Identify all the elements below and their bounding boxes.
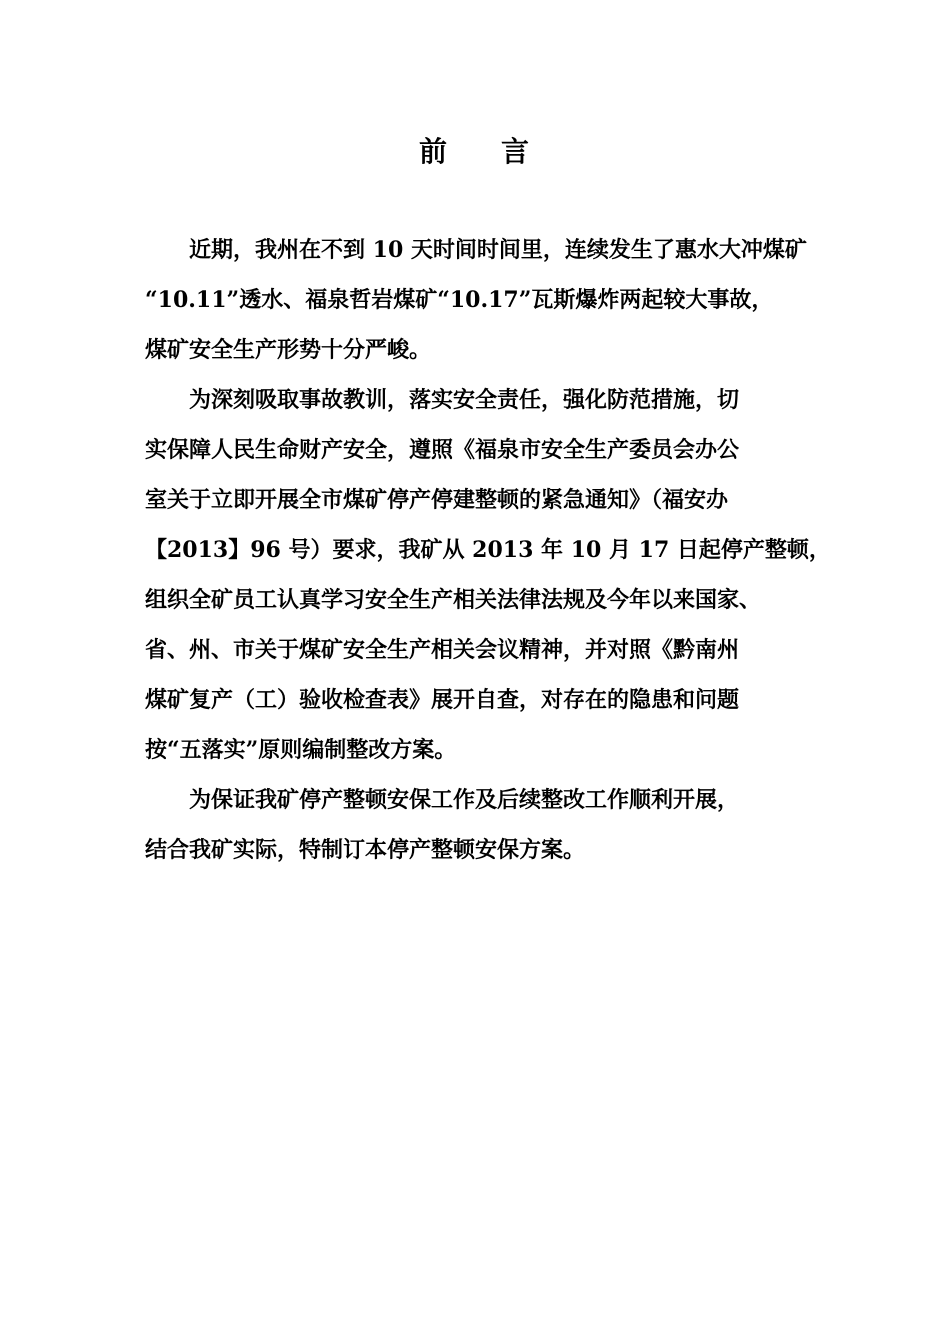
paragraph-2 xyxy=(145,375,831,775)
paragraph-line: 按“五落实”原则编制整改方案。 xyxy=(145,737,457,763)
paragraph-line: 煤矿复产（工）验收检查表》展开自查，对存在的隐患和问题 xyxy=(145,687,740,713)
page-title xyxy=(0,130,950,170)
paragraph-line: 结合我矿实际，特制订本停产整顿安保方案。 xyxy=(145,837,586,863)
paragraph-line: 省、州、市关于煤矿安全生产相关会议精神，并对照《黔南州 xyxy=(145,637,740,663)
paragraph-line: 室关于立即开展全市煤矿停产停建整顿的紧急通知》（福安办 xyxy=(145,487,729,513)
paragraph-1 xyxy=(145,225,825,375)
paragraph-line: 实保障人民生命财产安全，遵照《福泉市安全生产委员会办公 xyxy=(145,437,740,463)
title-char-right: 言 xyxy=(501,135,532,168)
paragraph-line: 组织全矿员工认真学习安全生产相关法律法规及今年以来国家、 xyxy=(145,587,762,613)
paragraph-line: 煤矿安全生产形势十分严峻。 xyxy=(145,337,432,363)
document-body xyxy=(145,225,831,875)
paragraph-line: 为深刻吸取事故教训，落实安全责任，强化防范措施，切 xyxy=(189,387,740,413)
paragraph-line: 为保证我矿停产整顿安保工作及后续整改工作顺利开展， xyxy=(189,787,740,813)
paragraph-3 xyxy=(145,775,825,875)
paragraph-line: 近期，我州在不到 10 天时间时间里，连续发生了惠水大冲煤矿 xyxy=(189,237,807,263)
title-char-left: 前 xyxy=(418,135,449,168)
paragraph-line: 【2013】96 号）要求，我矿从 2013 年 10 月 17 日起停产整顿， xyxy=(145,537,831,563)
paragraph-line: “10.11”透水、福泉哲岩煤矿“10.17”瓦斯爆炸两起较大事故， xyxy=(145,287,774,313)
